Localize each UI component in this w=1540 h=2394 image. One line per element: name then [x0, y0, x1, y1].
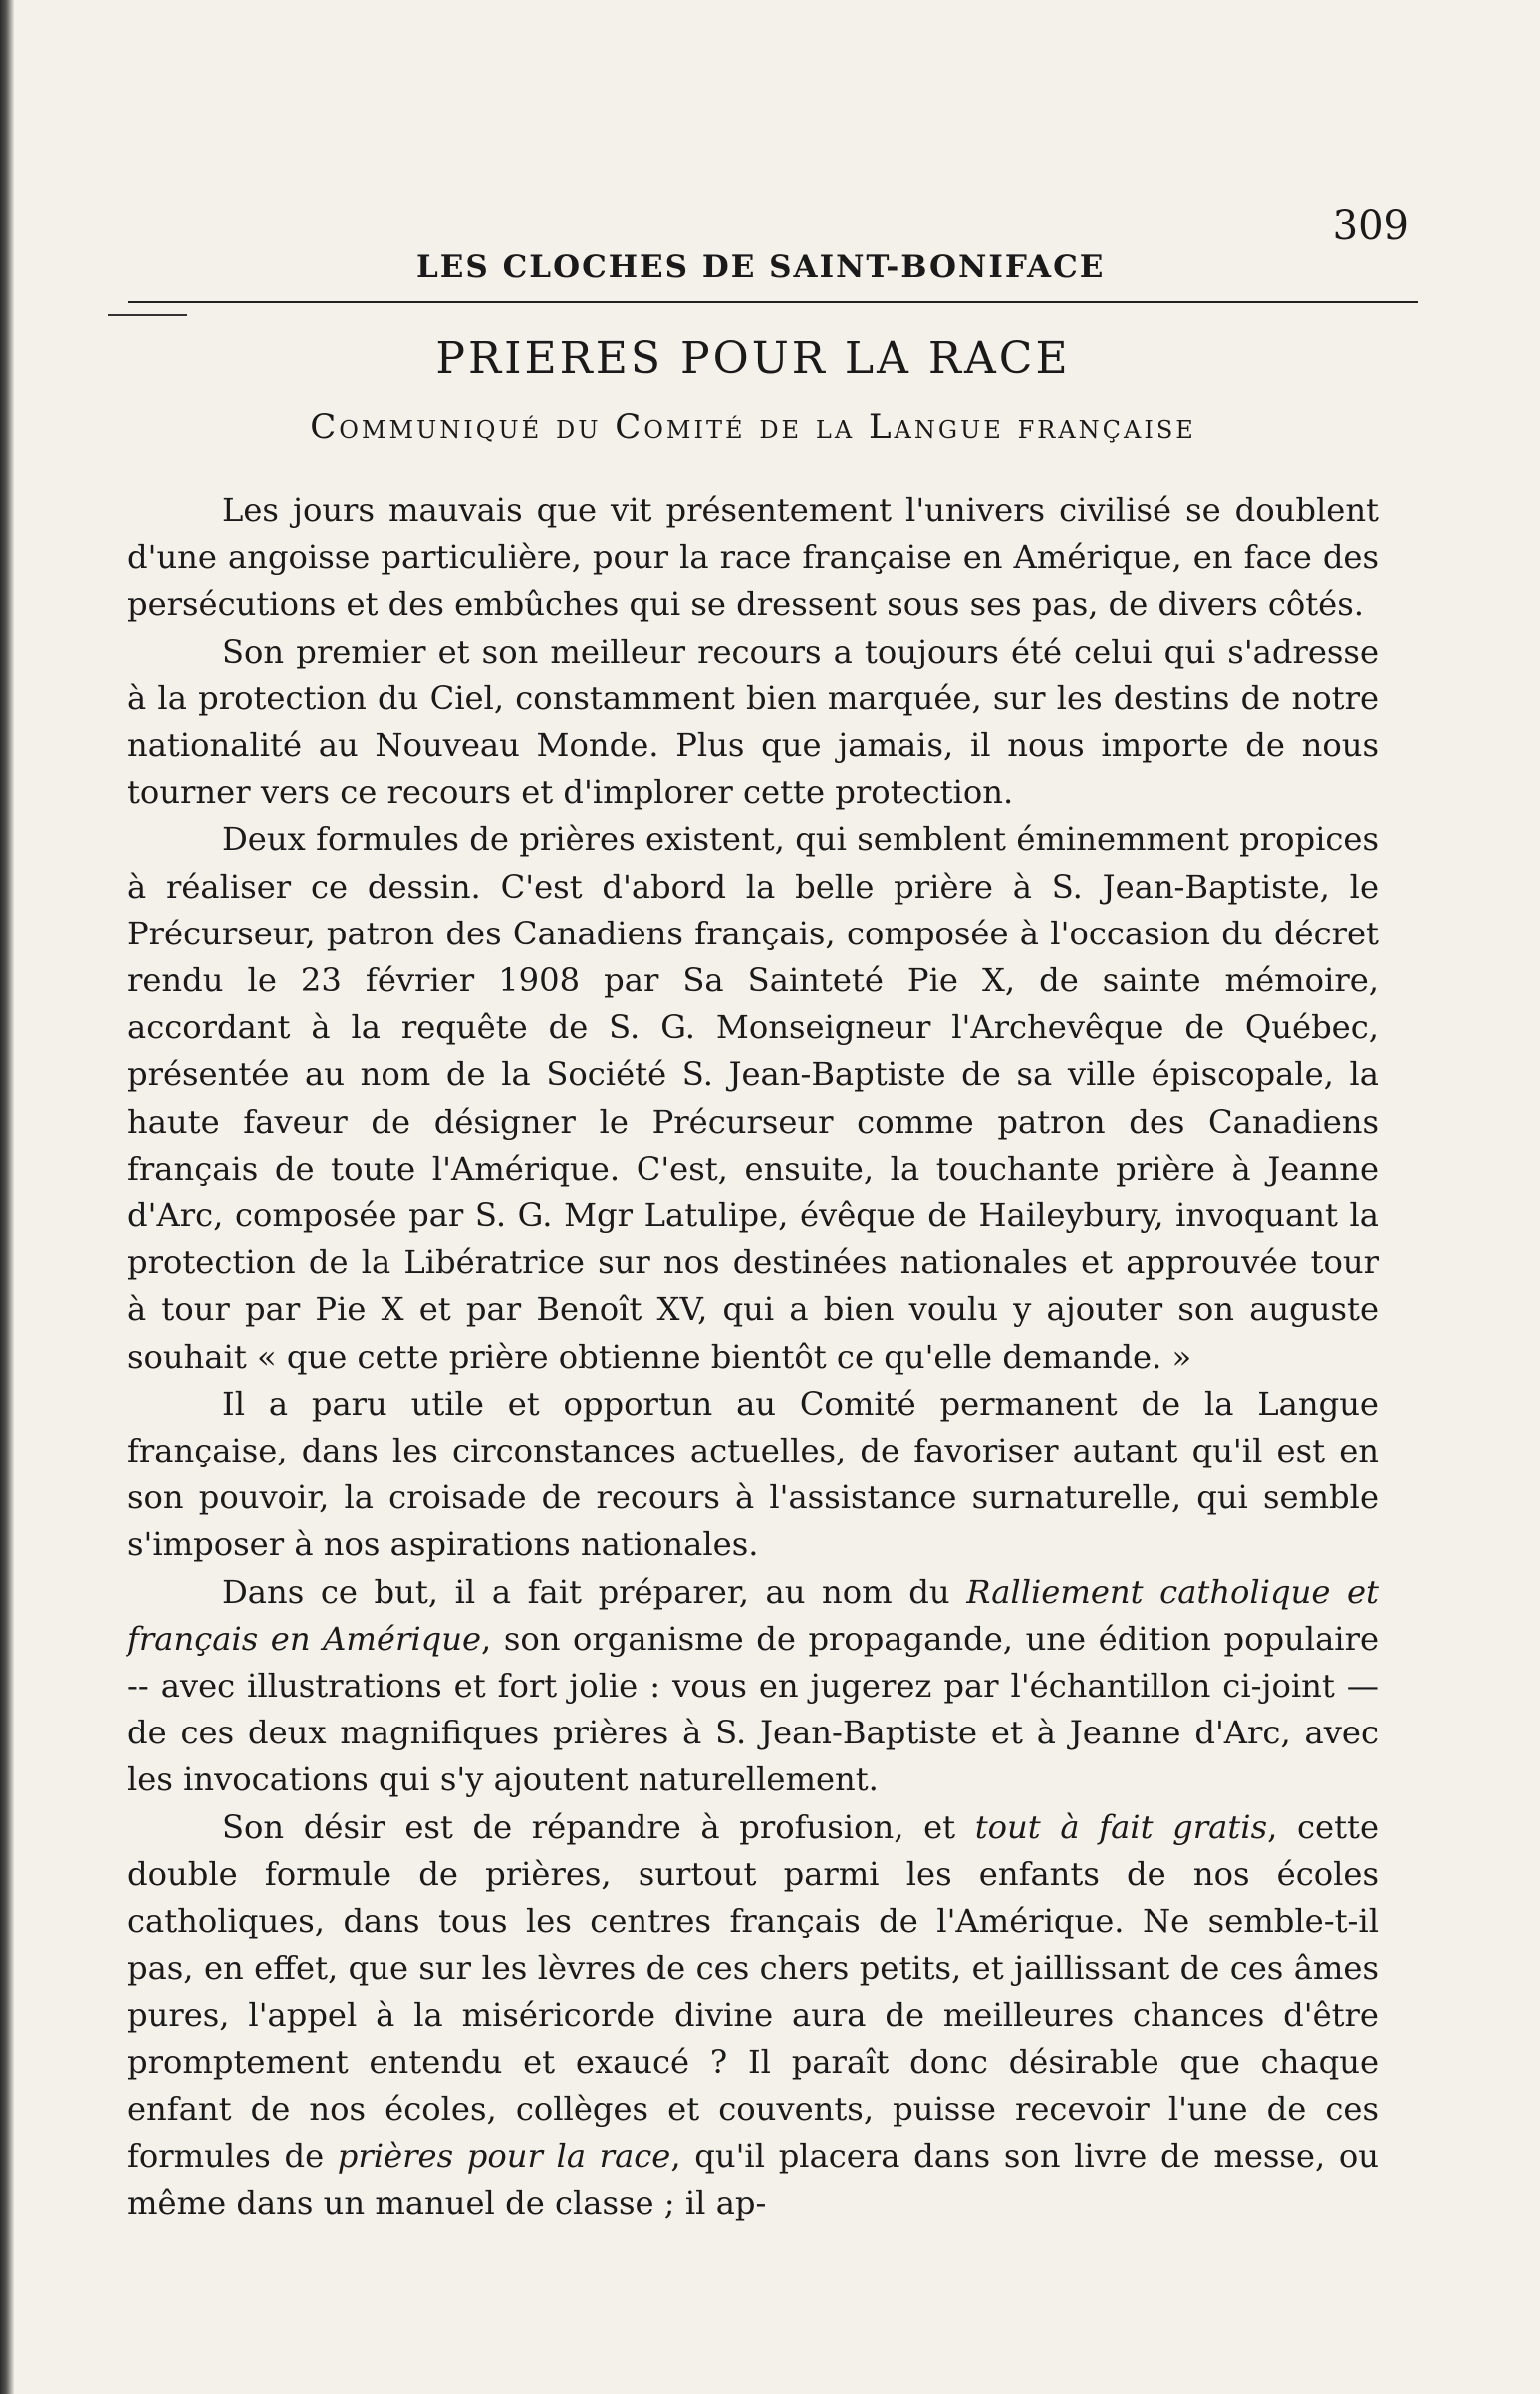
- paragraph-6-italic-2: prières pour la race: [337, 2137, 671, 2176]
- paragraph-5-text-b: , son organisme de propagande, une édition populaire -- avec illustrations et fort jolie : vous en jugerez par l'échantillon ci-joint — de ces deux magnifiques prières à S. Jean-Baptiste et à Jeanne d'Arc, avec les invocations qui s'y ajoutent naturellement.: [128, 1619, 1380, 1799]
- paragraph-6-italic: tout à fait gratis: [974, 1807, 1268, 1846]
- page-spine-shadow: [0, 0, 14, 2394]
- running-header: [128, 189, 1409, 299]
- book-page: [128, 189, 1409, 2228]
- running-title: LES CLOCHES DE SAINT-BONIFACE: [416, 249, 1106, 285]
- page-number: 309: [1332, 203, 1409, 249]
- paragraph-3: Deux formules de prières existent, qui semblent éminemment propices à réaliser ce dessin. C'est d'abord la belle prière à S. Jean-Baptiste, le Précurseur, patron des Canadiens français, composée à l'occasion du décret rendu le 23 février 1908 par Sa Sainteté Pie X, de sainte mémoire, accordant à la requête de S. G. Monseigneur l'Archevêque de Québec, présentée au nom de la Société S. Jean-Baptiste de sa ville épiscopale, la haute faveur de désigner le Précurseur comme patron des Canadiens français de toute l'Amérique. C'est, ensuite, la touchante prière à Jeanne d'Arc, composée par S. G. Mgr Latulipe, évêque de Haileybury, invoquant la protection de la Libératrice sur nos destinées nationales et approuvée tour à tour par Pie X et par Benoît XV, qui a bien voulu y ajouter son auguste souhait « que cette prière obtienne bientôt ce qu'elle demande. »: [128, 820, 1379, 1376]
- header-rule: [128, 301, 1418, 303]
- paragraph-6: [128, 1804, 1379, 2228]
- paragraph-5-italic: Ralliement catholique et français en Amérique: [128, 1572, 1379, 1658]
- paragraph-2: Son premier et son meilleur recours a toujours été celui qui s'adresse à la protection du Ciel, constamment bien marquée, sur les destins de notre nationalité au Nouveau Monde. Plus que jamais, il nous importe de nous tourner vers ce recours et d'implorer cette protection.: [128, 632, 1379, 812]
- paragraph-6-text-a: Son désir est de répandre à profusion, et: [222, 1807, 975, 1846]
- article-subtitle: Communiqué du Comité de la Langue française: [310, 407, 1196, 447]
- paragraph-6-text-c: , qu'il placera dans son livre de messe, ou même dans un manuel de classe ; il ap-: [128, 2137, 1379, 2223]
- paragraph-4: Il a paru utile et opportun au Comité permanent de la Langue française, dans les circonstances actuelles, de favoriser autant qu'il est en son pouvoir, la croisade de recours à l'assistance surnaturelle, qui semble s'imposer à nos aspirations nationales.: [128, 1384, 1379, 1564]
- header-rule-short: [108, 314, 187, 316]
- paragraph-5-text-a: Dans ce but, il a fait préparer, au nom du: [222, 1572, 967, 1611]
- paragraph-1: Les jours mauvais que vit présentement l'univers civilisé se doublent d'une angoisse particulière, pour la race française en Amérique, en face des persécutions et des embûches qui se dressent sous ses pas, de divers côtés.: [128, 491, 1379, 624]
- article-title: PRIERES POUR LA RACE: [435, 333, 1071, 384]
- paragraph-5: [128, 1569, 1379, 1804]
- paragraph-6-text-b: , cette double formule de prières, surtout parmi les enfants de nos écoles catholiques, dans tous les centres français de l'Amérique. Ne semble-t-il pas, en effet, que sur les lèvres de ces chers petits, et jaillissant de ces âmes pures, l'appel à la miséricorde divine aura de meilleures chances d'être promptement entendu et exaucé ? Il paraît donc désirable que chaque enfant de nos écoles, collèges et couvents, puisse recevoir l'une de ces formules de: [128, 1807, 1379, 2176]
